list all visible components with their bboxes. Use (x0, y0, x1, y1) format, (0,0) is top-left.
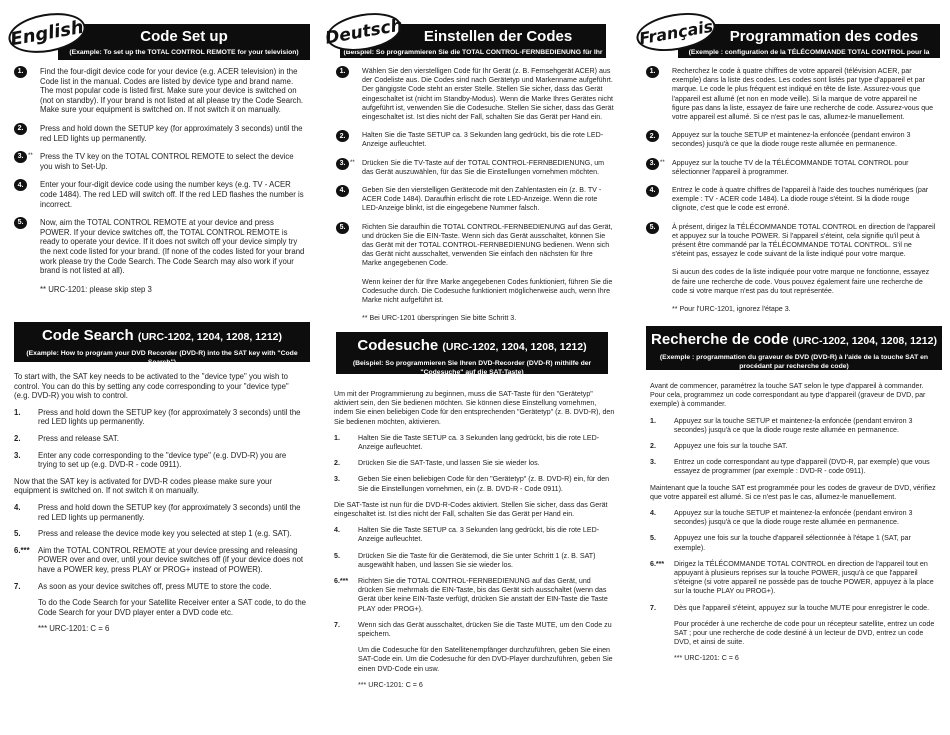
einstellen-title: Einstellen der Codes (423, 28, 573, 45)
search-step: 6.*** Aim the TOTAL CONTROL REMOTE at your device pressing and releasing POWER over and over, until your device switches off (if your device does not have a POWER key, press PLAY or PROG+ instead of POWER). (14, 545, 304, 574)
setup-step: 1. Wählen Sie den vierstelligen Code für Ihr Gerät (z. B. Fernsehgerät ACER) aus der Codeliste aus. Die Codes sind nach Gerätetyp und Markenname aufgeführt. Der gängigste Code steht an erster Stelle. Stellen Sie sicher, dass das Gerät eingeschaltet ist (nicht im Standby-Modus). Wenn die Marke Ihres Gerätes nicht aufgeführt ist, verwenden Sie die Codesuche. Stellen Sie sicher, dass das Gerät eingeschaltet ist. Ist dies nicht der Fall, schalten Sie das Gerät per Hand ein. (336, 67, 614, 122)
search-step: 6.*** Richten Sie die TOTAL CONTROL-FERNBEDIENUNG auf das Gerät, und drücken Sie mehrmals die EIN-Taste, bis das Gerät sich ausschaltet (wenn das Gerät über keine EIN-Taste verfügt, drücken Sie anstatt der EIN-Taste die Taste PLAY oder PROG+). (334, 577, 608, 613)
search-step: 4. Appuyez sur la touche SETUP et maintenez-la enfoncée (pendant environ 3 secondes) jusqu'à ce que la diode rouge reste allumée en permanence. (650, 509, 913, 527)
programmation-subtitle: (Exemple : configuration de la TÉLÉCOMMANDE TOTAL CONTROL pour la télévision) (688, 49, 930, 65)
code-search-models: (URC-1202, 1204, 1208, 1212) (137, 331, 283, 343)
search-step: 1. Press and hold down the SETUP key (for approximately 3 seconds) until the red LED lights up permanently. (14, 407, 301, 427)
search-footnote: *** URC-1201: C = 6 (674, 654, 739, 663)
search-step: 4. Halten Sie die Taste SETUP ca. 3 Sekunden lang gedrückt, bis die rote LED-Anzeige aufleuchtet. (334, 526, 600, 544)
search-step: 7. Wenn sich das Gerät ausschaltet, drücken Sie die Taste MUTE, um den Code zu speichern. (334, 620, 612, 639)
step-text: Now, aim the TOTAL CONTROL REMOTE at your device and press POWER. If your device switches off, the TOTAL CONTROL REMOTE is ready to operate your device. If it does not switch off your device simply try the next code listed for your brand. (If none of the codes listed for your brand work please try the Code Search. The Code Search may also work if your brand is not listed at all). (40, 218, 305, 276)
search-tail: Pour procéder à une recherche de code pour un récepteur satellite, entrez un code SAT ; pour une recherche de code destiné à un lecteur de DVD, entrez un code DVD, et ainsi de suite. (674, 619, 935, 647)
step-text: Find the four-digit device code for your device (e.g. ACER television) in the Code list in the manual. Codes are listed by device type and brand name. The most popular code is listed first. Make sure your device is switched on (not on standby). If your brand is not listed at all please try the Code Search. Make sure your equipment is switched on. If not switch it on manually. (40, 67, 304, 115)
setup-step: 3. ** Drücken Sie die TV-Taste auf der TOTAL CONTROL-FERNBEDIENUNG, um das Gerät auszuwählen, für das Sie die Einstellungen vornehmen möchten. (336, 159, 614, 177)
search-step: 5. Press and release the device mode key you selected at step 1 (e.g. SAT). (14, 529, 292, 539)
recherche-header (646, 326, 942, 370)
search-step: 3. Entrez un code correspondant au type d'appareil (DVD-R, par exemple) que vous essayez de programmer (par exemple : DVD-R - code 0911). (650, 458, 930, 476)
setup-step: 3. ** Appuyez sur la touche TV de la TÉLÉCOMMANDE TOTAL CONTROL pour sélectionner l'appareil à programmer. (646, 159, 936, 177)
search-intro: Avant de commencer, paramétrez la touche SAT selon le type d'appareil à commander. Pour cela, programmez un code correspondant au type d'appareil (graveur de DVD, par exemple) à commander. (650, 382, 926, 409)
setup-step: 4. Enter your four-digit device code using the number keys (e.g. TV - ACER code 1484). The red LED will switch off. If the red LED flashes the number is incorrect. (14, 180, 306, 209)
codesuche-steps (334, 390, 616, 697)
search-step: 1. Halten Sie die Taste SETUP ca. 3 Sekunden lang gedrückt, bis die rote LED-Anzeige aufleuchtet. (334, 433, 600, 452)
search-step: 7. As soon as your device switches off, press MUTE to store the code. (14, 581, 272, 591)
search-step: 7. Dès que l'appareil s'éteint, appuyez sur la touche MUTE pour enregistrer le code. (650, 603, 930, 612)
search-intro: To start with, the SAT key needs to be activated to the "device type" you wish to control. You can do this by setting any code corresponding to your "device type" (e.g. DVD-R) you wish to control. (14, 372, 289, 401)
language-tag-francais: Français (634, 7, 719, 56)
recherche-steps (650, 382, 938, 671)
deutsch-column (322, 0, 622, 735)
codesuche-header (336, 332, 608, 374)
code-search-subtitle: (Example: How to program your DVD Recorder (DVD-R) into the SAT key with "Code Search") (26, 350, 298, 366)
english-column (0, 0, 312, 735)
setup-step: 1. Recherchez le code à quatre chiffres de votre appareil (télévision ACER, par exemple) dans la liste des codes. Les codes sont listés par type d'appareil et par marque. Le code le plus fréquent est indiqué en tête de liste. Assurez-vous que l'appareil est allumé (et non en mode veille). Si la marque de votre appareil ne figure pas dans la liste, essayez de faire une recherche de code. Assurez-vous que votre appareil est allumé. Si ce n'est pas le cas, allumez-le manuellement. (646, 67, 936, 122)
codesuche-subtitle: (Beispiel: So programmieren Sie Ihren DVD-Recorder (DVD-R) mithilfe der "Codesuche" auf die SAT-Taste) (352, 360, 592, 376)
setup-footnote: ** Bei URC-1201 überspringen Sie bitte Schritt 3. (362, 314, 517, 323)
setup-step: 2. Appuyez sur la touche SETUP et maintenez-la enfoncée (pendant environ 3 secondes) jusqu'à ce que la diode rouge reste allumée en permanence. (646, 131, 936, 149)
einstellen-subtitle: (Beispiel: So programmieren Sie die TOTAL CONTROL-FERNBEDIENUNG für Ihr Fernsehgerät) (343, 49, 603, 65)
language-tag-deutsch: Deutsch (323, 8, 404, 57)
search-step: 5. Appuyez une fois sur la touche d'appareil sélectionnée à l'étape 1 (SAT, par exemple). (650, 534, 911, 552)
setup-step: 4. Geben Sie den vierstelligen Gerätecode mit den Zahlentasten ein (z. B. TV - ACER Code 1484). Daraufhin erlischt die rote LED-Anzeige. Wenn die rote LED-Anzeige blinkt, ist die eingegebene Nummer falsch. (336, 186, 614, 214)
search-footnote: *** URC-1201: C = 6 (38, 624, 110, 634)
setup-footnote: ** Pour l'URC-1201, ignorez l'étape 3. (672, 305, 791, 314)
search-middle: Now that the SAT key is activated for DVD-R codes please make sure your equipment is switched on. If not switch it on manually. (14, 476, 272, 496)
search-intro: Um mit der Programmierung zu beginnen, muss die SAT-Taste für den "Gerätetyp" aktiviert sein, den Sie bedienen möchten. Sie können diese Einstellung vornehmen, indem Sie einen beliebigen Code für den entsprechenden "Gerätetyp" (z. B. DVD-R), den Sie bedienen möchten, aktivieren. (334, 390, 615, 426)
recherche-subtitle: (Exemple : programmation du graveur de DVD (DVD-R) à l'aide de la touche SAT en procédant par recherche de code) (659, 354, 929, 370)
search-step: 2. Press and release SAT. (14, 433, 119, 443)
codesuche-models: (URC-1202, 1204, 1208, 1212) (442, 341, 587, 353)
setup-step: 1. Find the four-digit device code for your device (e.g. ACER television) in the Code list in the manual. Codes are listed by device type and brand name. The most popular code is listed first. Make sure your device is switched on (not on standby). If your brand is not listed at all please try the Code Search. Make sure your equipment is switched on. If not switch it on manually. (14, 67, 306, 115)
search-tail: Um die Codesuche für den Satellitenempfänger durchzuführen, geben Sie einen SAT-Code ein. Um die Codesuche für den DVD-Player durchzuführen, geben Sie einen DVD-Code ein usw. (358, 646, 613, 673)
code-setup-header (58, 24, 310, 60)
einstellen-steps (336, 67, 614, 332)
setup-step: 5. Now, aim the TOTAL CONTROL REMOTE at your device and press POWER. If your device switches off, the TOTAL CONTROL REMOTE is ready to operate your device. If it does not switch off your device simply try the next code listed for your brand. (If none of the codes listed for your brand work please try the Code Search. The Code Search may also work if your brand is not listed at all). (14, 218, 306, 276)
setup-step: 3. ** Press the TV key on the TOTAL CONTROL REMOTE to select the device you wish to Set-Up. (14, 152, 306, 171)
search-step: 3. Geben Sie einen beliebigen Code für den "Gerätetyp" (z. B. DVD-R) ein, für den Sie die Einstellungen vornehmen, ein (z. B. DVD-R - Code 0911). (334, 475, 610, 493)
search-middle: Maintenant que la touche SAT est programmée pour les codes de graveur de DVD, vérifiez que votre appareil est allumé. Si ce n'est pas le cas, allumez-le manuellement. (650, 483, 936, 501)
code-search-header (14, 322, 310, 366)
programmation-header (678, 24, 940, 65)
search-middle: Die SAT-Taste ist nun für die DVD-R-Codes aktiviert. Stellen Sie sicher, dass das Gerät eingeschaltet ist. Ist dies nicht der Fall, schalten Sie das Gerät per Hand ein. (334, 500, 608, 519)
search-footnote: *** URC-1201: C = 6 (358, 680, 423, 689)
programmation-title: Programmation des codes (729, 28, 919, 45)
code-setup-title: Code Set up (140, 28, 228, 45)
code-setup-subtitle: (Example: To set up the TOTAL CONTROL REMOTE for your television) (69, 49, 299, 56)
recherche-models: (URC-1202, 1204, 1208, 1212) (792, 335, 937, 347)
codesuche-title: Codesuche (357, 337, 439, 354)
step-text: Press and hold down the SETUP key (for approximately 3 seconds) until the red LED lights up permanently. (40, 123, 303, 143)
recherche-title: Recherche de code (651, 331, 789, 348)
setup-step: 5. Richten Sie daraufhin die TOTAL CONTROL-FERNBEDIENUNG auf das Gerät, und drücken Sie die EIN-Taste. Wenn sich das Gerät ausschaltet, können Sie das Gerät mit der TOTAL CONTROL-FERNBEDIENUNG bedienen. Wenn sich das Gerät nicht ausschaltet, verwenden Sie einfach den nächsten für Ihre Marke angegebenen Code. (336, 223, 614, 269)
search-step: 6.*** Dirigez la TÉLÉCOMMANDE TOTAL CONTROL en direction de l'appareil tout en appuyant à plusieurs reprises sur la touche POWER, jusqu'à ce que l'appareil s'éteigne (si votre appareil ne possède pas de touche POWER, appuyez à la place sur la touche PLAY ou PROG+). (650, 559, 934, 596)
search-step: 3. Enter any code corresponding to the "device type" (e.g. DVD-R) you are trying to set up (e.g. DVD-R - code 0911). (14, 450, 287, 470)
search-tail: To do the Code Search for your Satellite Receiver enter a SAT code, to do the Code Search for your DVD player enter a DVD code etc. (38, 598, 306, 617)
setup-step: 2. Halten Sie die Taste SETUP ca. 3 Sekunden lang gedrückt, bis die rote LED-Anzeige aufleuchtet. (336, 131, 614, 149)
setup-extra: Wenn keiner der für Ihre Marke angegebenen Codes funktioniert, führen Sie die Codesuche durch. Die Codesuche funktioniert möglicherweise auch, wenn Ihre Marke nicht aufgeführt ist. (362, 277, 613, 305)
code-search-steps (14, 372, 306, 641)
step-text: Enter your four-digit device code using the number keys (e.g. TV - ACER code 1484). The red LED will switch off. If the red LED flashes the number is incorrect. (40, 180, 304, 209)
search-step: 4. Press and hold down the SETUP key (for approximately 3 seconds) until the red LED lights up permanently. (14, 502, 301, 522)
search-step: 5. Drücken Sie die Taste für die Gerätemodi, die Sie unter Schritt 1 (z. B. SAT) ausgewählt haben, und lassen Sie sie wieder los. (334, 551, 596, 569)
francais-column (634, 0, 950, 735)
setup-footnote: ** URC-1201: please skip step 3 (40, 284, 152, 294)
setup-step: 5. À présent, dirigez la TÉLÉCOMMANDE TOTAL CONTROL en direction de l'appareil et appuyez sur la touche POWER. Si l'appareil s'éteint, cela signifie qu'il peut à présent être commandé par la TÉLÉCOMMANDE TOTAL CONTROL. S'il ne s'éteint pas, essayez le code suivant de la liste indiqué pour votre marque. (646, 223, 936, 260)
search-step: 1. Appuyez sur la touche SETUP et maintenez-la enfoncée (pendant environ 3 secondes) jusqu'à ce que la diode rouge reste allumée en permanence. (650, 416, 913, 434)
code-search-title: Code Search (41, 327, 134, 344)
search-step: 2. Appuyez une fois sur la touche SAT. (650, 442, 788, 451)
step-text: Press the TV key on the TOTAL CONTROL REMOTE to select the device you wish to Set-Up. (40, 152, 294, 171)
setup-step: 4. Entrez le code à quatre chiffres de l'appareil à l'aide des touches numériques (par exemple : TV - ACER code 1484). La diode rouge s'éteint. Si la diode rouge clignote, c'est que le code est erroné. (646, 186, 936, 214)
code-setup-steps (14, 67, 306, 303)
setup-step: 2. Press and hold down the SETUP key (for approximately 3 seconds) until the red LED lights up permanently. (14, 124, 306, 143)
search-step: 2. Drücken Sie die SAT-Taste, und lassen Sie sie wieder los. (334, 459, 540, 468)
language-tag-english: English (5, 8, 88, 59)
programmation-steps (646, 67, 936, 323)
setup-extra: Si aucun des codes de la liste indiquée pour votre marque ne fonctionne, essayez de faire une recherche de code. Vous pouvez également faire une recherche de code si votre marque n'est pas du tout représentée. (672, 268, 930, 295)
